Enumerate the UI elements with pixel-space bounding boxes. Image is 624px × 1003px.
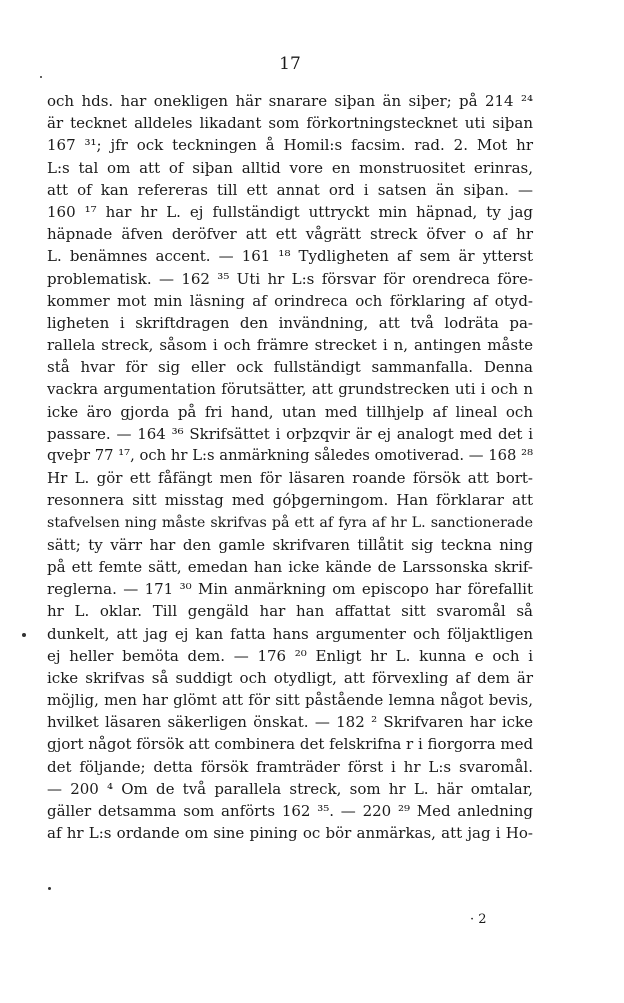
text-line: sätt; ty värr har den gamle skrifvaren tillåtit sig teckna ning — [47, 535, 533, 554]
text-line: ej heller bemöta dem. — 176 ²⁰ Enligt hr L. kunna e och i — [47, 646, 533, 665]
text-line: resonnera sitt misstag med góþgerningom. Han förklarar att — [47, 491, 533, 510]
text-line: på ett femte sätt, emedan han icke kände de Larssonska skrif- — [47, 557, 533, 576]
text-line: hvilket läsaren säkerligen önskat. — 182 ² Skrifvaren har icke — [47, 713, 533, 732]
text-line: 160 ¹⁷ har hr L. ej fullständigt uttryckt min häpnad, ty jag — [47, 202, 533, 221]
text-line: är tecknet alldeles likadant som förkortningstecknet uti siþan — [47, 114, 533, 133]
text-line: rallela streck, såsom i och främre strecket i n, antingen måste — [47, 336, 533, 355]
text-line: L:s tal om att of siþan alltid vore en monstruositet erinras, — [47, 158, 533, 177]
print-speck — [48, 887, 51, 890]
text-line: och hds. har onekligen här snarare siþan än siþer; på 214 ²⁴ — [47, 92, 533, 110]
text-line: — 200 ⁴ Om de två parallela streck, som hr L. här omtalar, — [47, 779, 533, 798]
text-line: Hr L. gör ett fåfängt men för läsaren roande försök att bort- — [47, 469, 533, 488]
text-line: icke skrifvas så suddigt och otydligt, att förvexling af dem är — [47, 668, 533, 687]
text-line: kommer mot min läsning af orindreca och förklaring af otyd- — [47, 291, 533, 310]
text-line: reglerna. — 171 ³⁰ Min anmärkning om episcopo har förefallit — [47, 580, 533, 599]
text-line: problematisk. — 162 ³⁵ Uti hr L:s försvar för orendreca före- — [47, 269, 533, 288]
text-line: det följande; detta försök framträder först i hr L:s svaromål. — [47, 757, 533, 776]
text-line: stå hvar för sig eller ock fullständigt sammanfalla. Denna — [47, 358, 533, 377]
text-line: icke äro gjorda på fri hand, utan med tillhjelp af lineal och — [47, 402, 533, 421]
text-line: gäller detsamma som anförts 162 ³⁵. — 220 ²⁹ Med anledning — [47, 802, 533, 820]
text-line: häpnade äfven deröfver att ett vågrätt streck öfver o af hr — [47, 225, 533, 244]
text-line: dunkelt, att jag ej kan fatta hans argumenter och följaktligen — [47, 624, 533, 643]
print-speck — [40, 76, 42, 78]
page-number: 17 — [279, 54, 301, 74]
text-line: möjlig, men har glömt att för sitt påstående lemna något bevis, — [47, 691, 533, 710]
text-line: gjort något försök att combinera det felskrifna r i fiorgorra med — [47, 735, 534, 754]
text-line: stafvelsen ning måste skrifvas på ett af fyra af hr L. sanctionerade — [47, 514, 533, 531]
text-line: qveþr 77 ¹⁷, och hr L:s anmärkning således omotiverad. — 168 ²⁸ — [47, 447, 533, 464]
text-line: vackra argumentation förutsätter, att grundstrecken uti i och n — [47, 380, 533, 399]
text-line: af hr L:s ordande om sine pining oc bör anmärkas, att jag i Ho- — [47, 824, 533, 843]
text-line: passare. — 164 ³⁶ Skrifsättet i orþzqvir är ej analogt med det i — [47, 424, 533, 443]
text-line: hr L. oklar. Till gengäld har han affattat sitt svaromål så — [47, 602, 533, 621]
text-line: 167 ³¹; jfr ock teckningen å Homil:s facsim. rad. 2. Mot hr — [47, 136, 533, 155]
text-line: ligheten i skriftdragen den invändning, att två lodräta pa- — [47, 313, 533, 332]
body-text — [47, 90, 533, 844]
print-speck — [22, 633, 26, 637]
text-line: L. benämnes accent. — 161 ¹⁸ Tydligheten af sem är ytterst — [47, 247, 533, 266]
text-line: att of kan refereras till ett annat ord i satsen än siþan. — — [47, 180, 533, 199]
signature-mark: · 2 — [470, 912, 487, 927]
